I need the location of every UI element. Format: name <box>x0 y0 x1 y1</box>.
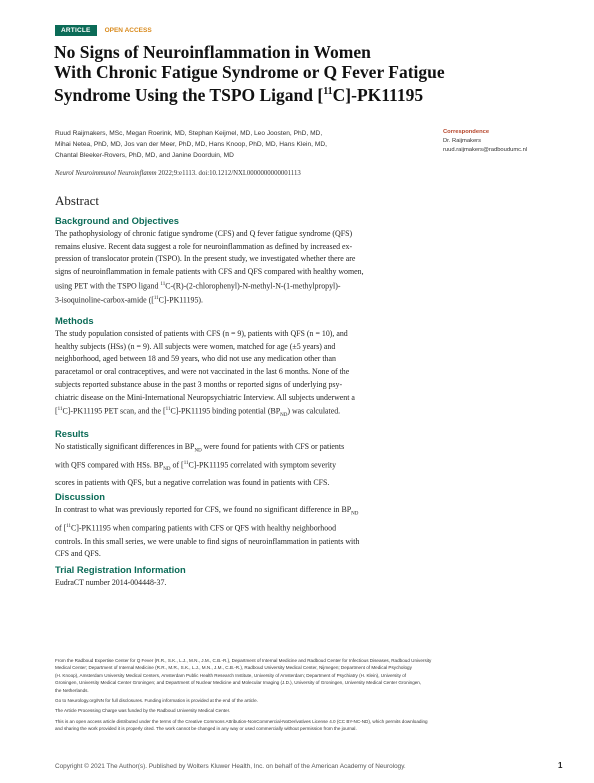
title-line-3: Syndrome Using the TSPO Ligand [$^{11}$C]-PK11195 <box>54 84 424 105</box>
discussion-heading: Discussion <box>55 491 106 502</box>
title-line-1: No Signs of Neuroinflammation in Women <box>54 42 371 62</box>
methods-text: The study population consisted of patients with CFS (n = 9), patients with QFS (n = 10), and healthy subjects (HSs) (n = 9). All subjects were women, matched for age (±5 years) and neighborhood, aged between 18 and 59 years, who did not use any medication other than paracetamol or oral contraceptives, and were not vaccinated in the last 6 months. None of the subjects reported substance abuse in the past 3 months or reported signs of underlying psy- chiatric disease on the Mini-International Neuropsychiatric Interview. All subjects underwent a [$^{11}$C]-PK11195 PET scan, and the [$^{11}$C]-PK11195 binding potential $(BP_{ND})$ was calculated. <box>55 329 355 419</box>
background-heading: Background and Objectives <box>55 215 179 226</box>
methods-heading: Methods <box>55 315 94 326</box>
license-note: This is an open access article distributed under the terms of the Creative Commons Attribution-NonCommercial-NoDerivatives License 4.0 (CC BY-NC-ND), which permits downloading and sharing the work provided it is properly cited. The work cannot be changed in any way or used commercially without permission from the journal. <box>55 718 428 732</box>
author-line: Mihai Netea, PhD, MD, Jos van der Meer, PhD, MD, Hans Knoop, PhD, MD, Hans Klein, MD, <box>55 141 327 149</box>
trial-heading: Trial Registration Information <box>55 564 186 575</box>
copyright-footer: Copyright © 2021 The Author(s). Published by Wolters Kluwer Health, Inc. on behalf of the American Academy of Neurology. <box>55 763 406 770</box>
correspondence-label: Correspondence <box>443 129 490 135</box>
discussion-text: In contrast to what was previously reported for CFS, we found no significant difference in $BP_{ND}$ of [$^{11}$C]-PK11195 when comparing patients with CFS or QFS with healthy neighborhood controls. In this small series, we were unable to find signs of neuroinflammation in patients with CFS and QFS. <box>55 505 360 559</box>
results-text: No statistically significant differences in $BP_{ND}$ were found for patients with CFS or patients with QFS compared with HSs. $BP_{ND}$ of [$^{11}$C]-PK11195 correlated with symptom severity scores in patients with QFS, but a negative correlation was found in patients with CFS. <box>55 442 345 488</box>
correspondence-name: Dr. Raijmakers <box>443 138 482 145</box>
page-number: 1 <box>558 761 563 770</box>
footnotes <box>55 657 555 736</box>
title-line-2: With Chronic Fatigue Syndrome or Q Fever Fatigue <box>54 62 445 82</box>
citation-line <box>55 170 301 177</box>
disclosures-note: Go to Neurology.org/NN for full disclosures. Funding information is provided at the end of the article. <box>55 698 258 704</box>
correspondence-block <box>443 128 563 156</box>
results-heading: Results <box>55 428 89 439</box>
processing-charge-note: The Article Processing Charge was funded by the Radboud University Medical Center. <box>55 708 231 714</box>
correspondence-email[interactable]: ruud.raijmakers@radboudumc.nl <box>443 147 528 154</box>
author-line: Chantal Bleeker-Rovers, PhD, MD, and Janine Doorduin, MD <box>55 152 234 160</box>
trial-text: EudraCT number 2014-004448-37. <box>55 578 167 587</box>
citation-details: 2022;9:e1113. doi:10.1212/NXI.0000000000001113 <box>156 170 301 177</box>
article-title <box>54 42 554 105</box>
author-line: Ruud Raijmakers, MSc, Megan Roerink, MD, Stephan Keijmel, MD, Leo Joosten, PhD, MD, <box>55 130 323 137</box>
author-list <box>55 128 395 162</box>
journal-name: Neurol Neuroimmunol Neuroinflamm <box>55 170 157 177</box>
affiliations-note: From the Radboud Expertise Center for Q Fever (R.R., S.K., L.J., M.N., J.M., C.B.-R.), Department of Internal Medicine and Radboud Center for Infectious Diseases, Radboud University Medical Center; Department of Internal Medicine (R.R., M.R., S.K., L.J., M.N., J.M., C.B.-R.), Radboud University Medical Center, Nijmegen; Department of Medical Psychology (H. Knoop), Amsterdam University Medical Centers, Amsterdam Public Health Research Institute, University of Amsterdam; Department of Psychiatry (H. Klein), University of Groningen, University Medical Center Groningen; and Department of Nuclear Medicine and Molecular Imaging (J.D.), University of Groningen, University Medical Center Groningen, the Netherlands. <box>55 658 432 693</box>
article-tags <box>55 25 152 36</box>
abstract-heading: Abstract <box>55 193 100 208</box>
open-access-label: OPEN ACCESS <box>104 27 152 34</box>
background-text: The pathophysiology of chronic fatigue syndrome (CFS) and Q fever fatigue syndrome (QFS) remains elusive. Recent data suggest a role for neuroinflammation as defined by increased ex- pression of translocator protein (TSPO). In the present study, we investigated whether there are signs of neuroinflammation in female patients with CFS and QFS compared with healthy women, using PET with the TSPO ligand $^{11}$C-(R)-(2-chlorophenyl)-N-methyl-N-(1-methylpropyl)- 3-isoquinoline-carbox-amide ([$^{11}$C]-PK11195). <box>55 229 364 305</box>
article-type-badge: ARTICLE <box>55 25 97 36</box>
